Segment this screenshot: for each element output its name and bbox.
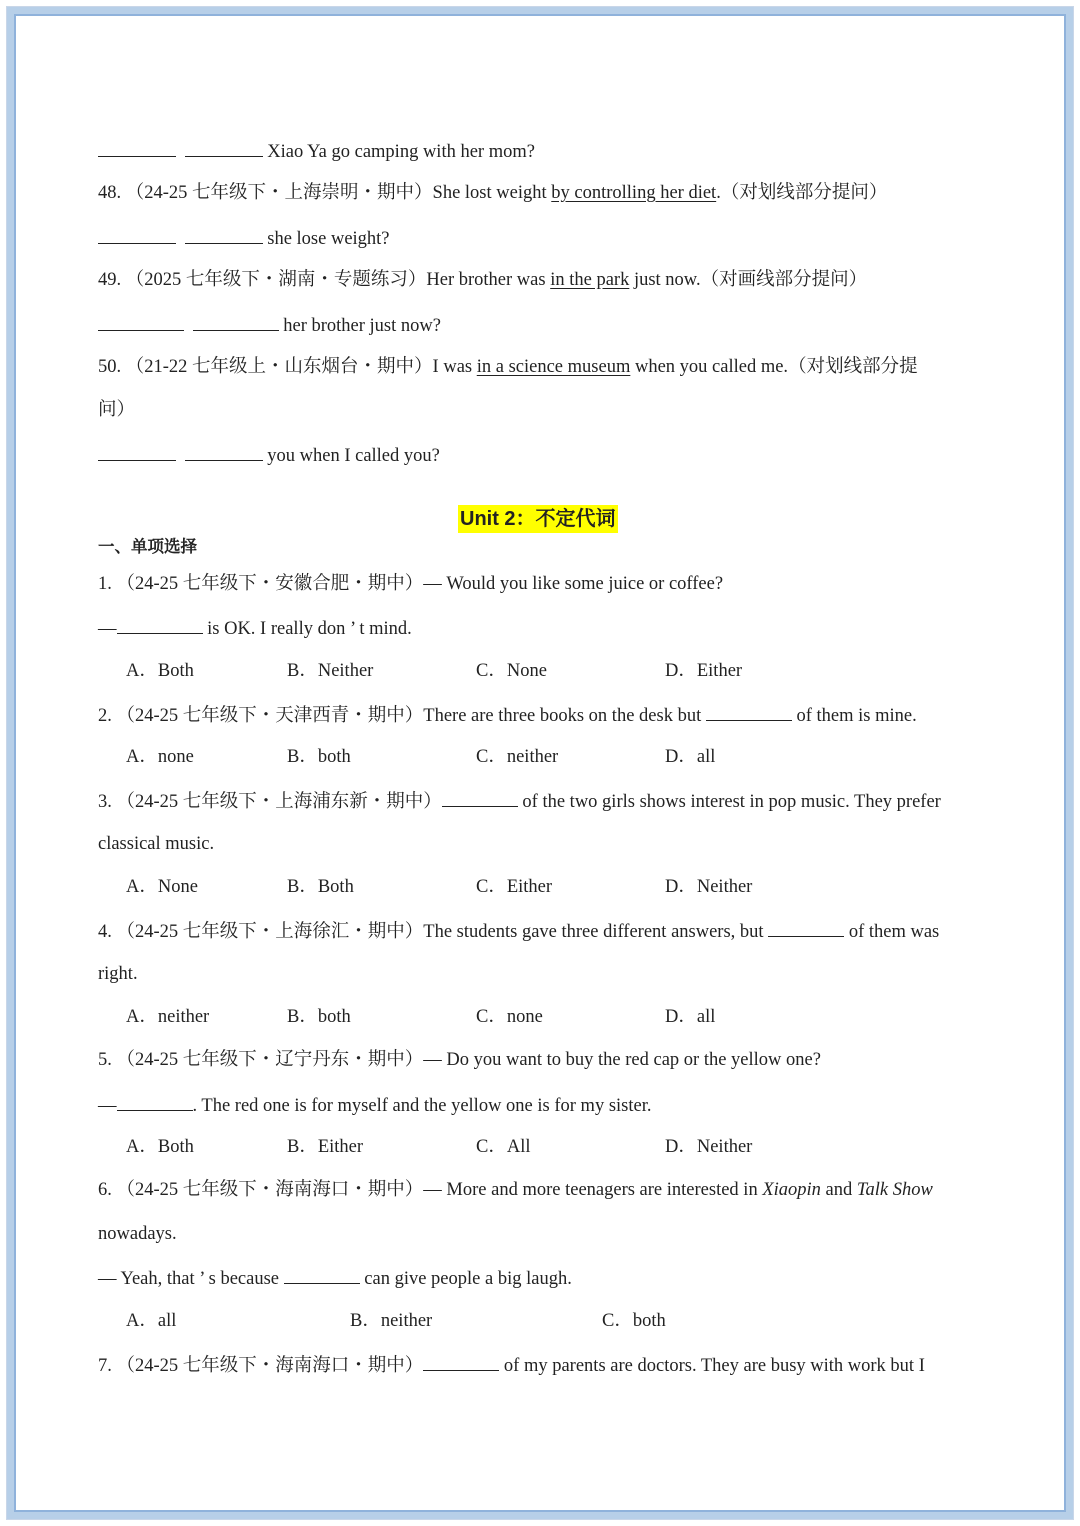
answer-blank[interactable] (442, 788, 518, 807)
question-4-line2: right. (98, 964, 138, 984)
option-c[interactable]: C．none (476, 1007, 543, 1027)
question-number: 48. (98, 183, 122, 203)
q50-answer-line (98, 442, 440, 468)
question-2 (98, 702, 917, 728)
question-4 (98, 918, 939, 944)
option-a[interactable]: A．Both (126, 1137, 194, 1157)
question-6 (98, 1178, 933, 1202)
option-d[interactable]: D．all (665, 747, 716, 767)
question-number: 49. (98, 270, 122, 290)
question-source: （24-25 七年级下・辽宁丹东・期中） (116, 1050, 424, 1070)
question-text: — Yeah, that ’ s because (98, 1269, 284, 1289)
question-number: 3. (98, 792, 112, 812)
question-text: when you called me. (630, 357, 789, 377)
question-number: 5. (98, 1050, 112, 1070)
answer-blank[interactable] (185, 138, 263, 157)
answer-blank[interactable] (193, 312, 279, 331)
question-1-line2 (98, 615, 412, 641)
answer-text: you when I called you? (267, 446, 440, 466)
question-number: 6. (98, 1180, 112, 1200)
underlined-part: in the park (550, 270, 630, 290)
question-source: （24-25 七年级下・安徽合肥・期中） (116, 574, 424, 594)
question-source: （24-25 七年级下・上海徐汇・期中） (116, 922, 424, 942)
option-a[interactable]: A．Both (126, 661, 194, 681)
question-number: 4. (98, 922, 112, 942)
option-b[interactable]: B．Either (287, 1137, 364, 1157)
q47-answer-line (98, 138, 535, 164)
question-source: （24-25 七年级下・天津西青・期中） (116, 706, 424, 726)
italic-title: Talk Show (856, 1180, 933, 1200)
option-a[interactable]: A．none (126, 747, 194, 767)
answer-blank[interactable] (98, 312, 184, 331)
option-d[interactable]: D．all (665, 1007, 716, 1027)
answer-blank[interactable] (98, 138, 176, 157)
question-source: （24-25 七年级下・海南海口・期中） (116, 1356, 424, 1376)
answer-blank[interactable] (185, 442, 263, 461)
answer-blank[interactable] (185, 225, 263, 244)
answer-text: her brother just now? (283, 316, 441, 336)
question-text: of them is mine. (791, 706, 917, 726)
question-6-line3 (98, 1265, 572, 1291)
question-text: . The red one is for myself and the yellow one is for my sister. (192, 1096, 652, 1116)
underlined-part: by controlling her diet (551, 183, 717, 203)
instruction: （对画线部分提问） (700, 270, 868, 290)
answer-blank[interactable] (98, 225, 176, 244)
question-text: She lost weight (432, 183, 552, 203)
section-heading: 一、单项选择 (98, 537, 197, 556)
dash: — (98, 1096, 117, 1116)
unit-title: Unit 2：不定代词 (458, 505, 618, 533)
instruction: （对划线部分提问） (720, 183, 888, 203)
question-number: 50. (98, 357, 122, 377)
question-source: （24-25 七年级下・海南海口・期中） (116, 1180, 424, 1200)
answer-blank[interactable] (117, 615, 203, 634)
question-source: （21-22 七年级上・山东烟台・期中） (125, 357, 433, 377)
question-7 (98, 1352, 925, 1378)
question-source: （2025 七年级下・湖南・专题练习） (125, 270, 427, 290)
question-6-line2: nowadays. (98, 1224, 177, 1244)
option-b[interactable]: B．Neither (287, 661, 374, 681)
question-text: Her brother was (426, 270, 551, 290)
underlined-part: in a science museum (476, 357, 631, 377)
option-b[interactable]: B．both (287, 1007, 351, 1027)
answer-text: Xiao Ya go camping with her mom? (267, 142, 535, 162)
question-source: （24-25 七年级下・上海崇明・期中） (125, 183, 433, 203)
question-text: is OK. I really don ’ t mind. (202, 619, 412, 639)
option-c[interactable]: C．both (602, 1311, 666, 1331)
option-b[interactable]: B．both (287, 747, 351, 767)
answer-text: she lose weight? (267, 229, 390, 249)
question-50 (98, 355, 918, 379)
option-c[interactable]: C．Either (476, 877, 553, 897)
answer-blank[interactable] (768, 918, 844, 937)
question-49 (98, 268, 867, 292)
question-number: 2. (98, 706, 112, 726)
option-a[interactable]: A．None (126, 877, 198, 897)
question-text: The students gave three different answers, but (423, 922, 769, 942)
option-d[interactable]: D．Neither (665, 877, 753, 897)
question-5 (98, 1048, 821, 1072)
question-text: . (716, 183, 721, 203)
instruction: （对划线部分提 (788, 357, 918, 377)
option-b[interactable]: B．neither (350, 1311, 433, 1331)
question-text: and (820, 1180, 857, 1200)
answer-blank[interactable] (423, 1352, 499, 1371)
question-50-cont (98, 398, 135, 422)
answer-blank[interactable] (284, 1265, 360, 1284)
option-c[interactable]: C．All (476, 1137, 531, 1157)
question-text: — Would you like some juice or coffee? (423, 574, 724, 594)
option-a[interactable]: A．neither (126, 1007, 210, 1027)
q48-answer-line (98, 225, 390, 251)
question-3 (98, 788, 941, 814)
question-number: 7. (98, 1356, 112, 1376)
answer-blank[interactable] (98, 442, 176, 461)
option-c[interactable]: C．neither (476, 747, 559, 767)
question-3-line2: classical music. (98, 834, 215, 854)
question-text: can give people a big laugh. (359, 1269, 572, 1289)
question-text: — Do you want to buy the red cap or the yellow one? (423, 1050, 821, 1070)
answer-blank[interactable] (117, 1092, 193, 1111)
dash: — (98, 619, 117, 639)
question-text: — More and more teenagers are interested in (423, 1180, 763, 1200)
q49-answer-line (98, 312, 441, 338)
option-d[interactable]: D．Neither (665, 1137, 753, 1157)
question-5-line2 (98, 1092, 651, 1118)
option-b[interactable]: B．Both (287, 877, 354, 897)
question-text: of the two girls shows interest in pop music. They prefer (517, 792, 941, 812)
question-text: just now. (629, 270, 701, 290)
instruction: 问） (98, 400, 136, 420)
option-c[interactable]: C．None (476, 661, 547, 681)
option-d[interactable]: D．Either (665, 661, 743, 681)
question-48 (98, 181, 887, 205)
question-source: （24-25 七年级下・上海浦东新・期中） (116, 792, 442, 812)
question-1 (98, 572, 723, 596)
question-text: I was (432, 357, 477, 377)
question-text: There are three books on the desk but (423, 706, 706, 726)
italic-title: Xiaopin (762, 1180, 821, 1200)
question-number: 1. (98, 574, 112, 594)
question-text: of my parents are doctors. They are busy with work but I (499, 1356, 925, 1376)
answer-blank[interactable] (706, 702, 792, 721)
option-a[interactable]: A．all (126, 1311, 177, 1331)
question-text: of them was (844, 922, 940, 942)
